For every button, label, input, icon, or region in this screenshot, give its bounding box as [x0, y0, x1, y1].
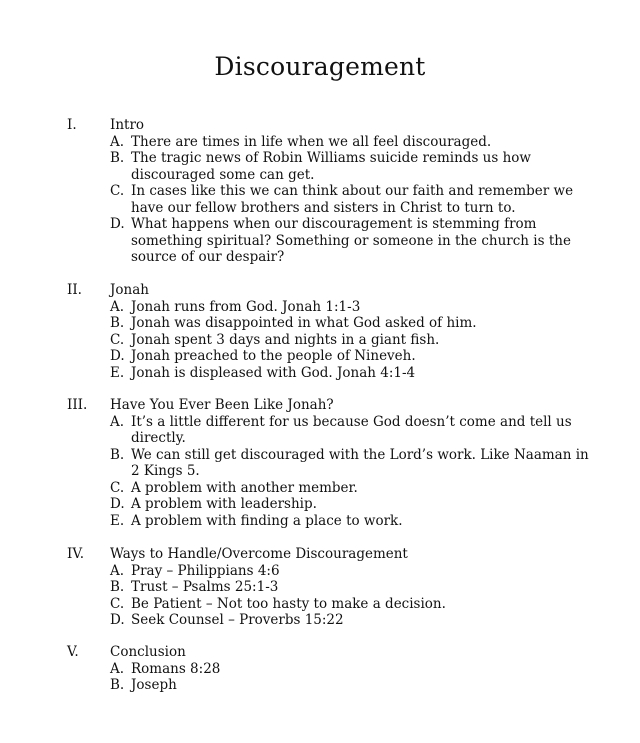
outline-item — [110, 183, 600, 216]
item-text: Pray – Philippians 4:6 — [131, 562, 280, 579]
section-heading: Conclusion — [110, 644, 186, 660]
item-letter: B. — [110, 315, 125, 331]
item-letter: A. — [110, 562, 125, 579]
item-letter: A. — [110, 413, 125, 430]
section-items — [110, 661, 600, 694]
outline-item — [110, 496, 600, 513]
item-letter: A. — [110, 298, 125, 315]
item-text: Joseph — [131, 677, 177, 693]
item-letter: B. — [110, 579, 125, 595]
outline-item — [110, 414, 600, 447]
outline-item — [110, 299, 600, 316]
section-numeral: III. — [67, 397, 88, 413]
outline-item — [110, 365, 600, 382]
section-numeral: II. — [67, 282, 82, 298]
outline-item — [110, 480, 600, 497]
section-heading: Intro — [110, 117, 145, 133]
outline-item — [110, 332, 600, 349]
item-text: A problem with leadership. — [131, 496, 317, 512]
item-letter: B. — [110, 446, 125, 463]
outline-item — [110, 216, 600, 266]
item-text: Jonah spent 3 days and nights in a giant fish. — [131, 331, 440, 348]
item-text: Jonah was disappointed in what God asked of him. — [131, 315, 477, 331]
item-text: A problem with finding a place to work. — [131, 512, 403, 529]
item-letter: A. — [110, 660, 125, 677]
outline-item — [110, 150, 600, 183]
item-letter: E. — [110, 364, 125, 381]
section-heading: Have You Ever Been Like Jonah? — [110, 397, 334, 413]
section-items — [110, 299, 600, 382]
outline-item — [110, 579, 600, 596]
item-letter: D. — [110, 216, 125, 232]
page-title: Discouragement — [214, 52, 426, 81]
item-text: A problem with another member. — [131, 479, 358, 496]
outline-item — [110, 513, 600, 530]
item-letter: A. — [110, 133, 125, 150]
item-letter: C. — [110, 479, 125, 496]
item-text: The tragic news of Robin Williams suicide reminds us how discouraged some can get. — [131, 150, 531, 183]
item-text: Romans 8:28 — [131, 660, 221, 677]
item-letter: B. — [110, 150, 125, 166]
item-text: Be Patient – Not too hasty to make a decision. — [131, 595, 446, 612]
item-letter: E. — [110, 512, 125, 529]
item-text: In cases like this we can think about our faith and remember we have our fellow brothers and sisters in Christ to turn to. — [131, 183, 574, 216]
item-letter: C. — [110, 331, 125, 348]
outline-item — [110, 612, 600, 629]
item-letter: D. — [110, 348, 125, 364]
item-text: Seek Counsel – Proverbs 15:22 — [131, 612, 344, 628]
item-text: We can still get discouraged with the Lord’s work. Like Naaman in 2 Kings 5. — [131, 446, 589, 479]
outline-item — [110, 348, 600, 365]
item-letter: D. — [110, 612, 125, 628]
section-items — [110, 134, 600, 266]
item-letter: C. — [110, 183, 125, 199]
section-numeral: V. — [67, 644, 79, 660]
item-text: There are times in life when we all feel discouraged. — [131, 133, 492, 150]
item-letter: B. — [110, 677, 125, 693]
outline-item — [110, 596, 600, 613]
item-text: Jonah is displeased with God. Jonah 4:1-4 — [131, 364, 416, 381]
outline-item — [110, 134, 600, 151]
item-text: Jonah runs from God. Jonah 1:1-3 — [131, 298, 361, 315]
outline-item — [110, 661, 600, 678]
item-text: What happens when our discouragement is stemming from something spiritual? Something or someone in the church is the source of our despair? — [131, 216, 571, 265]
section-items — [110, 414, 600, 530]
section-heading: Ways to Handle/Overcome Discouragement — [110, 546, 408, 562]
outline-item — [110, 315, 600, 332]
outline-item — [110, 563, 600, 580]
section-items — [110, 563, 600, 629]
section-heading: Jonah — [110, 282, 149, 298]
section-numeral: I. — [67, 117, 77, 133]
section-numeral: IV. — [67, 546, 85, 562]
item-letter: C. — [110, 595, 125, 612]
item-text: Jonah preached to the people of Nineveh. — [131, 348, 416, 364]
outline-item — [110, 677, 600, 694]
item-text: It’s a little different for us because God doesn’t come and tell us directly. — [131, 413, 572, 446]
outline-item — [110, 447, 600, 480]
item-text: Trust – Psalms 25:1-3 — [131, 579, 279, 595]
item-letter: D. — [110, 496, 125, 512]
